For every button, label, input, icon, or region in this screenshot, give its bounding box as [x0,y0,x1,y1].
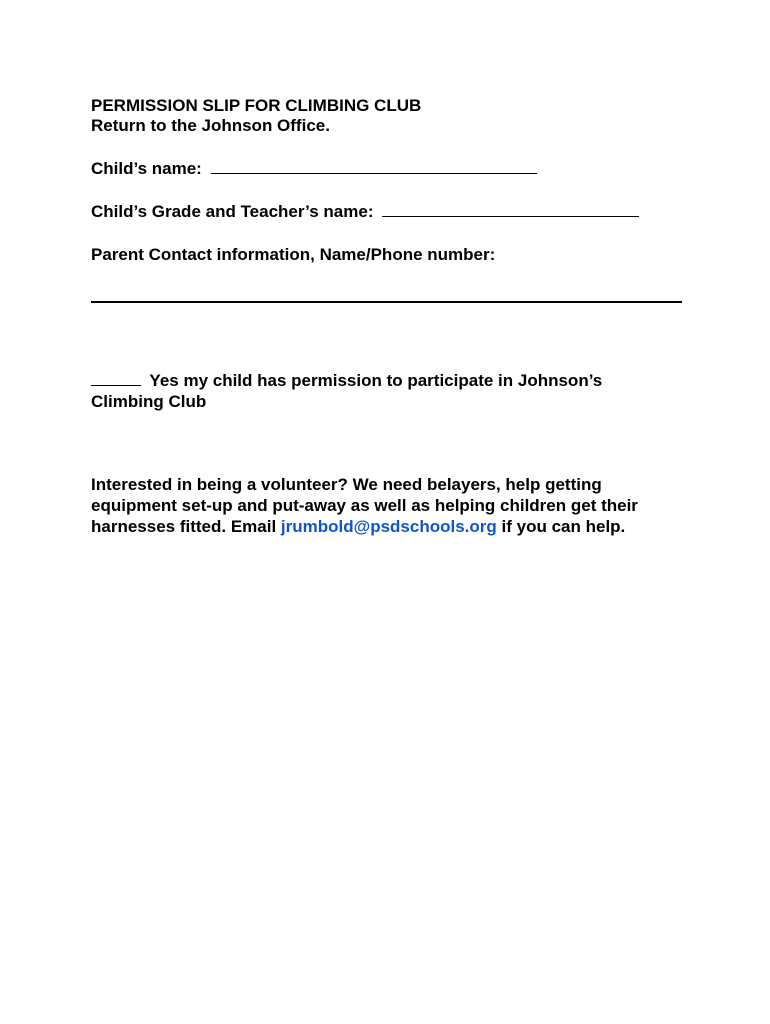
child-name-label: Child’s name: [91,159,202,178]
document-title: PERMISSION SLIP FOR CLIMBING CLUB [91,96,422,115]
volunteer-email-link[interactable]: jrumbold@psdschools.org [280,517,497,536]
volunteer-text-line2: equipment set-up and put-away as well as helping children get their [91,496,638,515]
permission-text-line2: Climbing Club [91,392,207,411]
grade-teacher-label: Child’s Grade and Teacher’s name: [91,202,374,221]
volunteer-text-suffix: if you can help. [501,517,626,536]
child-name-row [91,158,537,179]
parent-contact-label: Parent Contact information, Name/Phone number: [91,245,496,264]
volunteer-text-prefix: harnesses fitted. Email [91,517,277,536]
grade-teacher-field[interactable] [382,202,639,217]
grade-teacher-row [91,201,639,222]
permission-check-field[interactable] [91,371,141,386]
permission-row [91,370,602,391]
parent-contact-field[interactable] [91,301,682,303]
child-name-field[interactable] [211,159,537,174]
document-subtitle: Return to the Johnson Office. [91,116,330,135]
volunteer-text-line1: Interested in being a volunteer? We need belayers, help getting [91,475,602,494]
permission-text-line1: Yes my child has permission to participate in Johnson’s [149,371,603,390]
volunteer-text-line3 [91,516,625,537]
